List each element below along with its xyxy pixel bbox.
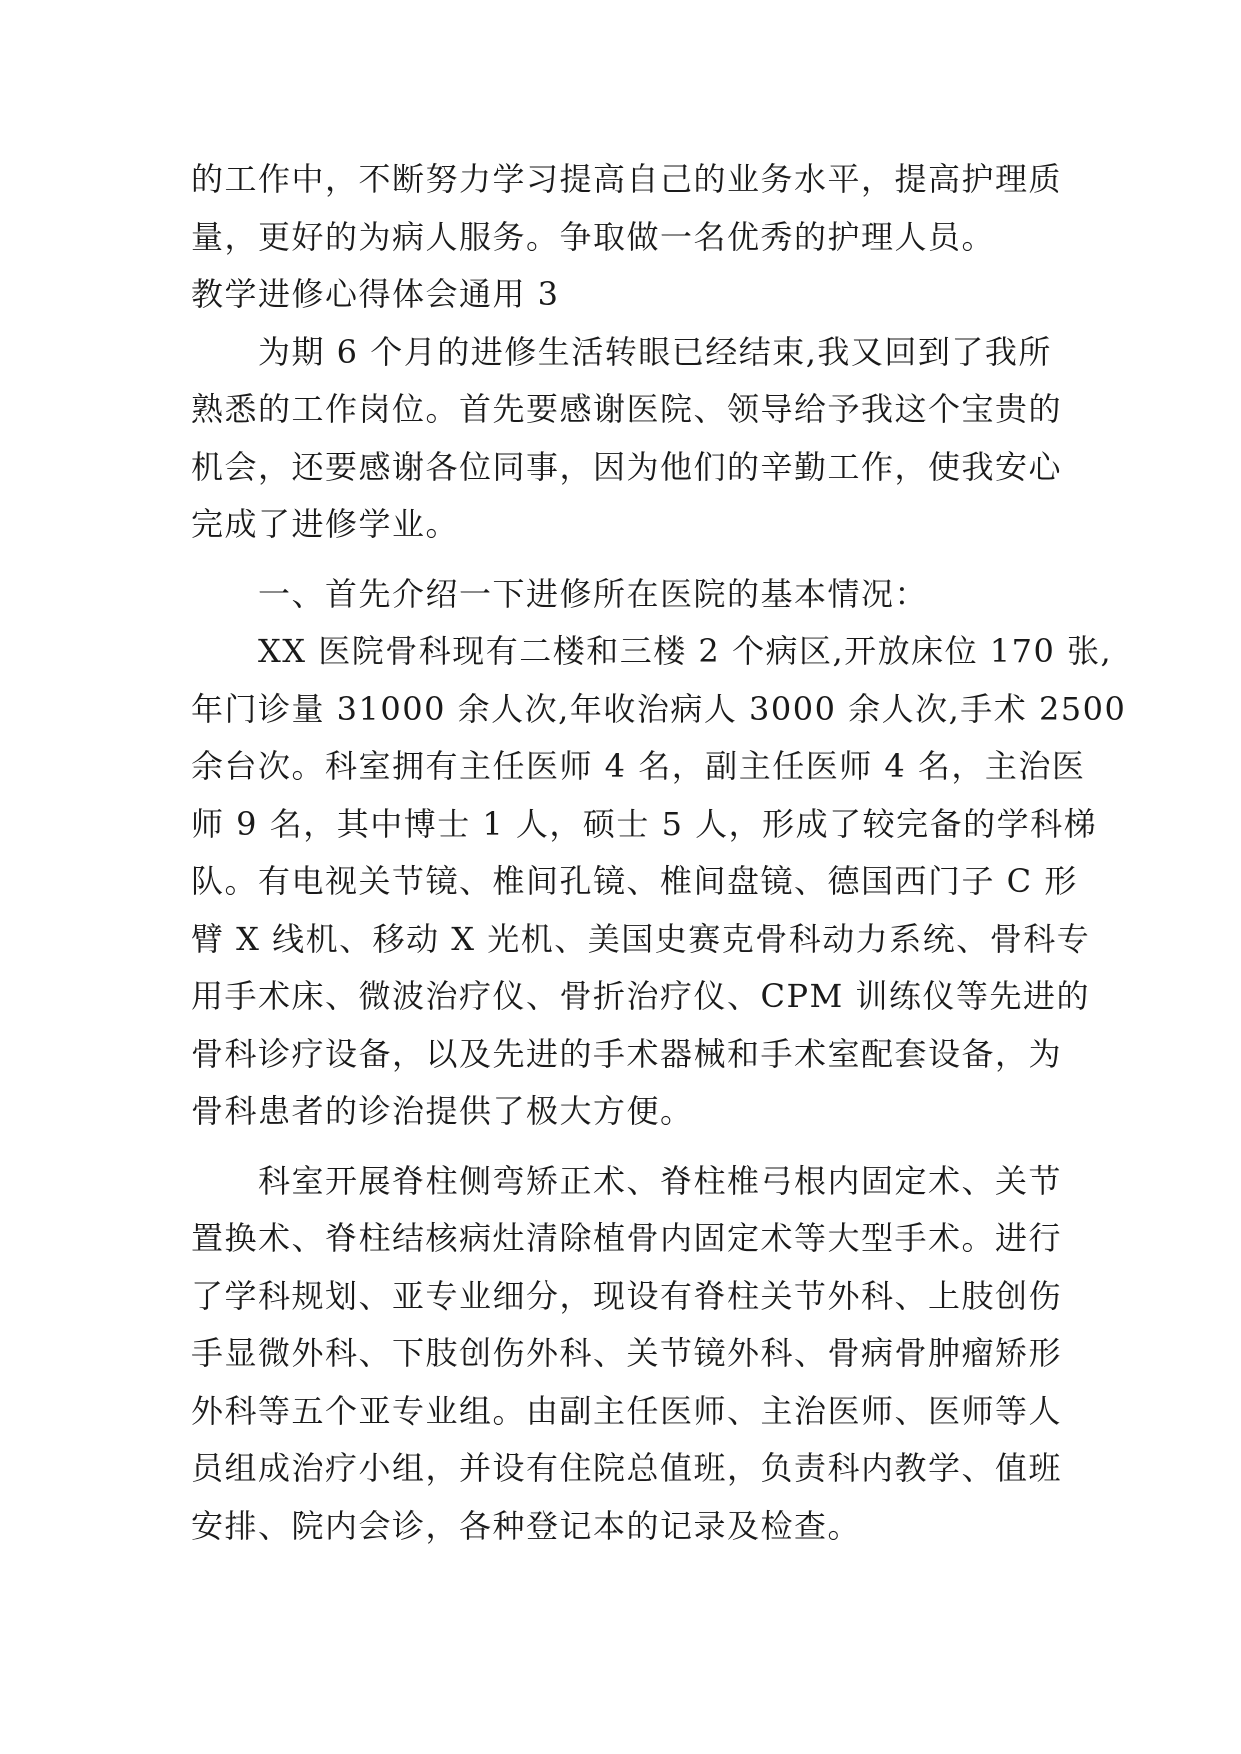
text-line: 师 9 名，其中博士 1 人，硕士 5 人，形成了较完备的学科梯 [191, 804, 1098, 843]
text-line: 科室开展脊柱侧弯矫正术、脊柱椎弓根内固定术、关节 [191, 1161, 1063, 1200]
text-line: 用手术床、微波治疗仪、骨折治疗仪、CPM 训练仪等先进的 [191, 977, 1090, 1015]
text-line: 队。有电视关节镜、椎间孔镜、椎间盘镜、德国西门子 C 形 [191, 862, 1078, 900]
document-body [191, 151, 1127, 1555]
paragraph-gap [191, 554, 1051, 566]
text-line: 机会，还要感谢各位同事，因为他们的辛勤工作，使我安心 [191, 447, 1063, 486]
paragraph-gap [191, 1141, 1051, 1153]
text-line: 臂 X 线机、移动 X 光机、美国史赛克骨科动力系统、骨科专 [191, 919, 1091, 958]
text-line: 余台次。科室拥有主任医师 4 名，副主任医师 4 名，主治医 [191, 747, 1086, 785]
text-line: 置换术、脊柱结核病灶清除植骨内固定术等大型手术。进行 [191, 1219, 1063, 1257]
text-line: 员组成治疗小组，并设有住院总值班，负责科内教学、值班 [191, 1449, 1063, 1487]
text-line: 手显微外科、下肢创伤外科、关节镜外科、骨病骨肿瘤矫形 [191, 1334, 1063, 1372]
text-line: 量，更好的为病人服务。争取做一名优秀的护理人员。 [191, 217, 996, 256]
text-line: 安排、院内会诊，各种登记本的记录及检查。 [191, 1506, 862, 1545]
text-line: 年门诊量 31000 余人次,年收治病人 3000 余人次,手术 2500 [191, 689, 1127, 728]
text-line: XX 医院骨科现有二楼和三楼 2 个病区,开放床位 170 张, [191, 632, 1113, 670]
text-line: 为期 6 个月的进修生活转眼已经结束,我又回到了我所 [191, 332, 1052, 371]
text-line: 骨科诊疗设备，以及先进的手术器械和手术室配套设备，为 [191, 1034, 1063, 1073]
text-line: 完成了进修学业。 [191, 505, 460, 543]
text-line: 骨科患者的诊治提供了极大方便。 [191, 1092, 694, 1130]
text-line: 了学科规划、亚专业细分，现设有脊柱关节外科、上肢创伤 [191, 1276, 1063, 1315]
text-line: 外科等五个亚专业组。由副主任医师、主治医师、医师等人 [191, 1391, 1063, 1430]
section-heading: 教学进修心得体会通用 3 [191, 275, 560, 313]
text-line: 一、首先介绍一下进修所在医院的基本情况： [191, 574, 929, 613]
text-line: 熟悉的工作岗位。首先要感谢医院、领导给予我这个宝贵的 [191, 390, 1063, 428]
text-line: 的工作中，不断努力学习提高自己的业务水平，提高护理质 [191, 160, 1063, 198]
